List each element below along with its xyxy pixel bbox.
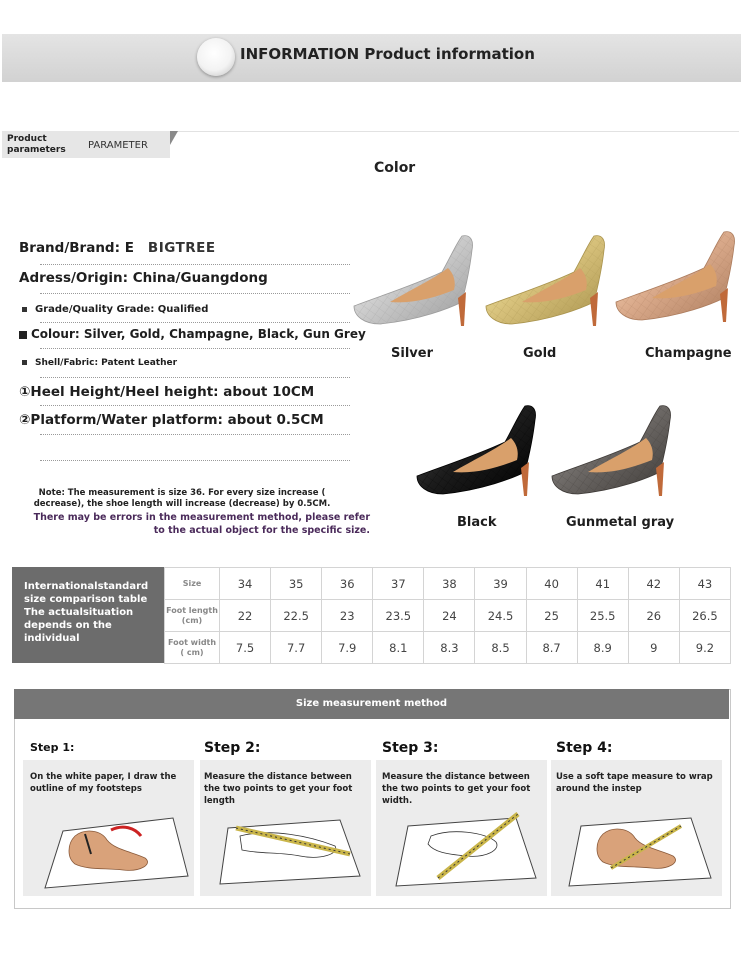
foot-outline-illustration <box>23 806 194 896</box>
row-header: Size <box>165 568 220 600</box>
table-cell: 7.7 <box>271 632 322 664</box>
step-3-text: Measure the distance between the two points to get your foot width. <box>382 772 531 806</box>
step-4-text: Use a soft tape measure to wrap around the instep <box>556 772 713 794</box>
param-tab-corner <box>170 131 178 145</box>
table-cell: 24.5 <box>475 600 526 632</box>
table-cell: 39 <box>475 568 526 600</box>
header-title <box>240 45 535 63</box>
table-cell: 35 <box>271 568 322 600</box>
shoe-image-2 <box>482 228 612 342</box>
bullet-icon <box>22 360 27 365</box>
shoe-label-2: Gold <box>523 346 557 361</box>
table-cell: 34 <box>220 568 271 600</box>
shoe-label-4: Black <box>457 515 497 530</box>
table-cell: 38 <box>424 568 475 600</box>
table-row <box>165 600 731 632</box>
header-circle-icon <box>197 38 235 76</box>
spec-brand-label: Brand/Brand: E <box>19 240 134 256</box>
table-cell: 23.5 <box>373 600 424 632</box>
param-tab-left-label: Product parameters <box>7 134 66 155</box>
row-header: Foot width ( cm) <box>165 632 220 664</box>
bullet-icon <box>19 331 27 339</box>
table-cell: 42 <box>628 568 679 600</box>
table-cell: 43 <box>679 568 730 600</box>
step-2-title: Step 2: <box>204 740 261 756</box>
step-3-title: Step 3: <box>382 740 439 756</box>
table-cell: 7.9 <box>322 632 373 664</box>
table-cell: 7.5 <box>220 632 271 664</box>
table-cell: 8.7 <box>526 632 577 664</box>
spec-grade <box>22 304 208 315</box>
spec-fabric <box>22 358 177 368</box>
color-heading: Color <box>374 160 416 176</box>
foot-length-illustration <box>200 806 371 896</box>
row-header: Foot length (cm) <box>165 600 220 632</box>
table-row <box>165 632 731 664</box>
foot-width-illustration <box>376 806 547 896</box>
divider-dotted <box>40 322 350 323</box>
note-error: There may be errors in the measurement method, please refer to the actual object for the specific size. <box>33 512 370 536</box>
shoe-image-3 <box>612 224 742 338</box>
divider-dotted <box>40 264 350 265</box>
shoe-image-5 <box>548 398 678 512</box>
header-title-strong: INFORMATION <box>240 45 360 63</box>
table-cell: 8.3 <box>424 632 475 664</box>
table-cell: 9 <box>628 632 679 664</box>
divider-dotted <box>40 377 350 378</box>
spec-colour-text: Colour: Silver, Gold, Champagne, Black, Gun Grey <box>31 327 366 341</box>
param-tab-right-label: PARAMETER <box>88 140 148 151</box>
spec-colour <box>19 327 366 341</box>
size-table-side-text: Internationalstandard size comparison table The actualsituation depends on the individual <box>24 581 149 644</box>
shoe-image-1 <box>350 228 480 342</box>
table-cell: 8.1 <box>373 632 424 664</box>
spec-fabric-text: Shell/Fabric: Patent Leather <box>35 358 178 368</box>
table-cell: 9.2 <box>679 632 730 664</box>
size-table <box>164 567 731 664</box>
table-cell: 25 <box>526 600 577 632</box>
header-title-rest: Product information <box>359 45 535 63</box>
spec-platform: ②Platform/Water platform: about 0.5CM <box>19 412 324 428</box>
divider-dotted <box>40 293 350 294</box>
spec-grade-text: Grade/Quality Grade: Qualified <box>35 304 209 315</box>
table-cell: 22.5 <box>271 600 322 632</box>
divider-dotted <box>40 434 350 435</box>
table-cell: 37 <box>373 568 424 600</box>
shoe-label-3: Champagne <box>645 346 732 361</box>
table-cell: 8.5 <box>475 632 526 664</box>
divider-dotted <box>40 405 350 406</box>
table-cell: 40 <box>526 568 577 600</box>
table-cell: 36 <box>322 568 373 600</box>
note-measurement: Note: The measurement is size 36. For every size increase ( decrease), the shoe length will increase (decrease) by 0.5CM. <box>33 488 331 509</box>
table-cell: 41 <box>577 568 628 600</box>
step-1-text: On the white paper, I draw the outline of my footsteps <box>30 772 177 794</box>
table-cell: 23 <box>322 600 373 632</box>
table-cell: 24 <box>424 600 475 632</box>
shoe-label-5: Gunmetal gray <box>566 515 675 530</box>
step-1-title: Step 1: <box>30 741 75 754</box>
divider-dotted <box>40 348 350 349</box>
spec-origin: Adress/Origin: China/Guangdong <box>19 270 268 286</box>
step-2-text: Measure the distance between the two points to get your foot length <box>204 772 353 806</box>
bullet-icon <box>22 307 27 312</box>
spec-brand-value: BIGTREE <box>147 240 216 256</box>
measurement-title: Size measurement method <box>295 698 448 709</box>
shoe-label-1: Silver <box>391 346 433 361</box>
shoe-image-4 <box>413 398 543 512</box>
spec-brand <box>19 240 216 256</box>
divider-dotted <box>40 460 350 461</box>
spec-heel: ①Heel Height/Heel height: about 10CM <box>19 384 315 400</box>
instep-illustration <box>551 806 722 896</box>
table-cell: 22 <box>220 600 271 632</box>
table-cell: 8.9 <box>577 632 628 664</box>
table-cell: 25.5 <box>577 600 628 632</box>
table-cell: 26.5 <box>679 600 730 632</box>
table-row <box>165 568 731 600</box>
table-cell: 26 <box>628 600 679 632</box>
step-4-title: Step 4: <box>556 740 613 756</box>
